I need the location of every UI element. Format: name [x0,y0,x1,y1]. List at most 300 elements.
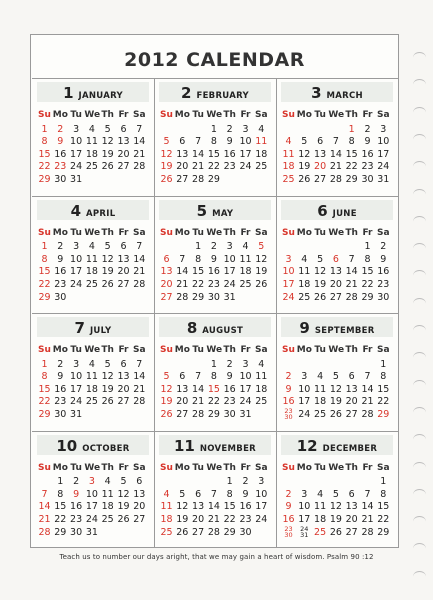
weekday-label: Fr [240,227,251,238]
weekday-label: Mo [174,345,190,355]
binder-hole [413,352,426,363]
day-cell: 16 [377,266,390,278]
weekday-label: Su [282,462,295,473]
day-cell: 5 [332,488,339,500]
day-cell: 25 [255,161,268,173]
day-cell: 6 [317,136,324,148]
day-cell: 25 [298,291,311,303]
day-cell: 26 [298,174,311,185]
day-cell: 19 [101,383,114,395]
binder-hole [413,52,426,63]
day-cell: 8 [195,253,202,265]
weekday-label: Tu [314,345,326,355]
month-header [154,318,276,338]
weekday-label: Mo [52,227,68,238]
weekday-label: Tu [314,462,326,473]
weekday-label: Tu [314,110,326,120]
binder-hole [413,516,426,527]
day-cell: 23 [54,161,67,173]
day-cell: 15 [377,383,390,395]
day-cell: 25 [85,396,98,408]
day-cell: 3 [380,123,387,135]
day-cell: 11 [101,488,114,500]
binder-hole [413,571,426,582]
day-cell: 9 [226,371,233,383]
weekday-label: Fr [362,345,373,355]
weekday-label: Sa [255,227,268,238]
day-cell: 16 [223,148,236,160]
day-cell: 20 [117,148,130,160]
grid-divider [32,78,398,79]
month-march [276,78,398,195]
weekday-label: We [206,345,223,355]
day-cell: 10 [70,253,83,265]
day-cell: 27 [117,396,130,408]
day-cell: 21 [192,161,205,173]
day-cell: 16 [54,266,67,278]
day-cell: 28 [329,174,342,185]
day-cell: 30 [54,291,67,303]
weekday-label: Th [101,462,114,473]
day-cell: 22 [377,396,390,408]
binder-hole [413,189,426,200]
weekday-label: Sa [377,110,390,120]
day-cell: 10 [239,371,252,383]
binder-hole [413,134,426,145]
day-cell: 27 [176,174,189,185]
day-cell: 28 [361,409,374,420]
day-cell: 9 [226,136,233,148]
day-cell: 7 [179,253,186,265]
binder-hole [413,216,426,227]
day-cell: 5 [104,241,111,253]
day-cell: 31 [223,291,236,303]
day-cell: 13 [117,136,130,148]
weekday-label: Th [345,462,358,473]
weekday-label: Tu [70,462,82,473]
day-cell: 30 [361,174,374,185]
day-cell: 29 [192,291,205,303]
day-cell: 2 [57,123,64,135]
weekday-label: Tu [70,110,82,120]
day-cell: 20 [176,161,189,173]
weekday-label: Mo [52,462,68,473]
day-cell: 18 [255,148,268,160]
day-cell: 11 [314,383,327,395]
weekday-label: Su [160,227,173,238]
day-cell: 23 [377,278,390,290]
day-cell: 19 [101,266,114,278]
weekday-label: Mo [174,462,190,473]
day-cell: 16 [361,148,374,160]
day-cell: 19 [160,396,173,408]
day-cell: 19 [176,513,189,525]
day-cell: 28 [133,396,146,408]
month-june [276,196,398,313]
day-cell: 1 [41,358,48,370]
month-number: 3 [311,84,322,102]
weekday-label: Fr [118,110,129,120]
month-header [154,83,276,103]
day-cell: 4 [317,488,324,500]
month-name: OCTOBER [82,443,130,454]
day-cell: 24 [85,513,98,525]
day-cell: 31 [239,409,252,420]
day-cell: 25 [101,513,114,525]
day-cell: 26 [101,161,114,173]
day-cell: 10 [255,488,268,500]
day-cell: 7 [136,358,143,370]
day-cell: 13 [314,148,327,160]
day-cell: 22 [38,396,51,408]
day-cell: 15 [207,383,220,395]
day-cell: 2 [226,123,233,135]
day-cell: 1 [41,241,48,253]
day-cell: 8 [226,488,233,500]
month-number: 7 [74,319,85,337]
binder-hole [413,243,426,254]
day-cell: 18 [85,148,98,160]
day-cell: 5 [104,358,111,370]
day-cell: 8 [210,136,217,148]
day-cell: 24 31 [300,524,309,539]
binder-hole [413,489,426,500]
weekday-label: Su [38,462,51,473]
binder-hole [413,270,426,281]
day-cell: 27 [345,409,358,420]
day-cell: 1 [210,358,217,370]
month-september [276,313,398,430]
day-cell: 27 [160,291,173,303]
binder-hole [413,380,426,391]
day-cell: 5 [120,476,127,488]
weekday-label: Su [160,462,173,473]
day-cell: 19 [314,278,327,290]
day-cell: 15 [223,501,236,513]
weekday-label: Sa [133,462,146,473]
day-cell: 4 [88,241,95,253]
weekday-label: Sa [133,345,146,355]
day-cell: 18 [85,266,98,278]
day-cell: 1 [380,358,387,370]
day-cell: 7 [195,371,202,383]
month-header [32,201,154,221]
day-cell: 24 [298,409,311,420]
weekday-label: Sa [377,462,390,473]
weekday-label: Su [38,110,51,120]
day-cell: 13 [160,266,173,278]
day-cell: 26 [101,278,114,290]
weekday-label: We [206,227,223,238]
day-cell: 14 [38,501,51,513]
day-cell: 30 [54,174,67,185]
day-cell: 3 [301,488,308,500]
day-cell: 4 [88,358,95,370]
day-cell: 16 [54,383,67,395]
weekday-label: Su [38,227,51,238]
day-cell: 17 [298,513,311,525]
day-cell: 8 [41,371,48,383]
day-cell: 13 [117,371,130,383]
day-cell: 11 [255,371,268,383]
weekday-label: Mo [296,110,312,120]
day-cell: 5 [332,371,339,383]
month-header [154,436,276,456]
day-cell: 17 [70,266,83,278]
day-cell: 11 [314,501,327,513]
day-cell: 7 [136,123,143,135]
weekday-label: Tu [192,462,204,473]
binder-hole [413,462,426,473]
day-cell: 11 [85,371,98,383]
day-cell: 27 [345,526,358,538]
day-cell: 6 [195,488,202,500]
month-november [154,431,276,548]
day-cell: 13 [192,501,205,513]
day-cell: 27 [192,526,205,538]
day-cell: 5 [258,241,265,253]
day-cell: 30 [207,291,220,303]
day-cell: 26 [101,396,114,408]
day-cell: 15 [192,266,205,278]
day-cell: 2 [73,476,80,488]
day-cell: 4 [104,476,111,488]
day-cell: 29 [345,174,358,185]
binder-hole [413,298,426,309]
day-cell: 30 [377,291,390,303]
weekday-label: Th [345,227,358,238]
month-header [276,318,398,338]
day-cell: 18 [314,396,327,408]
day-cell: 9 [57,371,64,383]
day-cell: 20 [133,501,146,513]
day-cell: 15 [207,148,220,160]
month-name: FEBRUARY [196,91,249,101]
day-cell: 23 30 [284,524,293,539]
weekday-label: Mo [296,345,312,355]
month-april [32,196,154,313]
day-cell: 11 [85,253,98,265]
month-january [32,78,154,195]
month-number: 12 [296,436,318,455]
day-cell: 4 [258,358,265,370]
weekday-label: Su [282,110,295,120]
day-cell: 23 [54,396,67,408]
day-cell: 18 [255,383,268,395]
weekday-label: Th [345,345,358,355]
day-cell: 3 [258,476,265,488]
month-header [32,83,154,103]
day-cell: 19 [101,148,114,160]
day-cell: 14 [329,148,342,160]
day-cell: 14 [133,136,146,148]
month-name: MARCH [326,91,363,101]
day-cell: 2 [226,358,233,370]
day-cell: 3 [285,253,292,265]
day-cell: 14 [345,266,358,278]
weekday-label: Fr [240,462,251,473]
month-header [276,436,398,456]
day-cell: 6 [120,358,127,370]
month-august [154,313,276,430]
day-cell: 30 [54,409,67,420]
day-cell: 13 [345,383,358,395]
day-cell: 10 [85,488,98,500]
day-cell: 25 [314,526,327,538]
day-cell: 27 [117,161,130,173]
day-cell: 7 [364,488,371,500]
day-cell: 23 [207,278,220,290]
month-number: 11 [173,436,195,455]
day-cell: 10 [377,136,390,148]
day-cell: 29 [38,291,51,303]
day-cell: 28 [345,291,358,303]
day-cell: 11 [282,148,295,160]
day-cell: 8 [364,253,371,265]
weekday-label: Fr [362,462,373,473]
day-cell: 19 [117,501,130,513]
day-cell: 22 [345,161,358,173]
day-cell: 28 [192,174,205,185]
day-cell: 11 [239,253,252,265]
day-cell: 28 [176,291,189,303]
day-cell: 29 [377,526,390,538]
binder-hole [413,325,426,336]
weekday-label: Sa [377,345,390,355]
day-cell: 28 [192,409,205,420]
day-cell: 21 [345,278,358,290]
day-cell: 5 [163,136,170,148]
day-cell: 14 [361,501,374,513]
day-cell: 21 [176,278,189,290]
day-cell: 23 [239,513,252,525]
day-cell: 13 [176,148,189,160]
day-cell: 27 [176,409,189,420]
month-name: MAY [212,208,234,219]
day-cell: 7 [348,253,355,265]
weekday-label: We [328,110,345,120]
day-cell: 4 [88,123,95,135]
day-cell: 1 [348,123,355,135]
day-cell: 4 [163,488,170,500]
day-cell: 22 [207,396,220,408]
day-cell: 7 [364,371,371,383]
weekday-label: Th [223,345,236,355]
day-cell: 18 [239,266,252,278]
day-cell: 31 [85,526,98,538]
day-cell: 4 [258,123,265,135]
day-cell: 13 [133,488,146,500]
weekday-label: Tu [192,110,204,120]
day-cell: 25 [314,409,327,420]
day-cell: 17 [70,148,83,160]
day-cell: 22 [361,278,374,290]
day-cell: 22 [38,161,51,173]
day-cell: 26 [176,526,189,538]
weekday-label: Sa [255,110,268,120]
day-cell: 23 [223,161,236,173]
day-cell: 6 [332,253,339,265]
day-cell: 17 [70,383,83,395]
weekday-label: Fr [362,227,373,238]
day-cell: 29 [207,409,220,420]
day-cell: 12 [101,136,114,148]
weekday-label: Sa [377,227,390,238]
day-cell: 1 [364,241,371,253]
day-cell: 20 [329,278,342,290]
day-cell: 6 [179,371,186,383]
month-name: DECEMBER [322,443,378,454]
month-header [276,201,398,221]
day-cell: 2 [242,476,249,488]
month-name: JUNE [332,208,357,219]
weekday-label: Su [160,345,173,355]
day-cell: 9 [242,488,249,500]
day-cell: 13 [117,253,130,265]
month-number: 2 [181,84,192,102]
binder-hole [413,161,426,172]
day-cell: 4 [317,371,324,383]
day-cell: 20 [117,266,130,278]
day-cell: 10 [282,266,295,278]
weekday-label: Mo [174,227,190,238]
month-number: 8 [186,319,198,337]
day-cell: 7 [195,136,202,148]
day-cell: 31 [70,174,83,185]
day-cell: 2 [285,371,292,383]
day-cell: 24 [70,278,83,290]
day-cell: 18 [85,383,98,395]
day-cell: 5 [163,371,170,383]
day-cell: 25 [85,278,98,290]
day-cell: 16 [54,148,67,160]
weekday-label: Tu [192,345,204,355]
day-cell: 17 [223,266,236,278]
day-cell: 1 [57,476,64,488]
weekday-label: Fr [118,227,129,238]
day-cell: 15 [345,148,358,160]
day-cell: 21 [38,513,51,525]
day-cell: 15 [361,266,374,278]
day-cell: 18 [298,278,311,290]
day-cell: 18 [314,513,327,525]
day-cell: 1 [380,476,387,488]
weekday-label: Th [101,110,114,120]
day-cell: 19 [298,161,311,173]
day-cell: 7 [136,241,143,253]
day-cell: 12 [160,148,173,160]
day-cell: 29 [54,526,67,538]
day-cell: 14 [207,501,220,513]
day-cell: 3 [88,476,95,488]
day-cell: 8 [57,488,64,500]
month-december [276,431,398,548]
day-cell: 29 [207,174,220,185]
weekday-label: Sa [133,227,146,238]
weekday-label: We [84,227,101,238]
day-cell: 29 [38,174,51,185]
day-cell: 2 [364,123,371,135]
day-cell: 25 [255,396,268,408]
month-number: 9 [299,319,310,337]
weekday-label: Mo [174,110,190,120]
weekday-label: Mo [52,345,68,355]
day-cell: 24 [70,161,83,173]
day-cell: 26 [314,291,327,303]
day-cell: 15 [38,266,51,278]
day-cell: 13 [329,266,342,278]
day-cell: 22 [377,513,390,525]
